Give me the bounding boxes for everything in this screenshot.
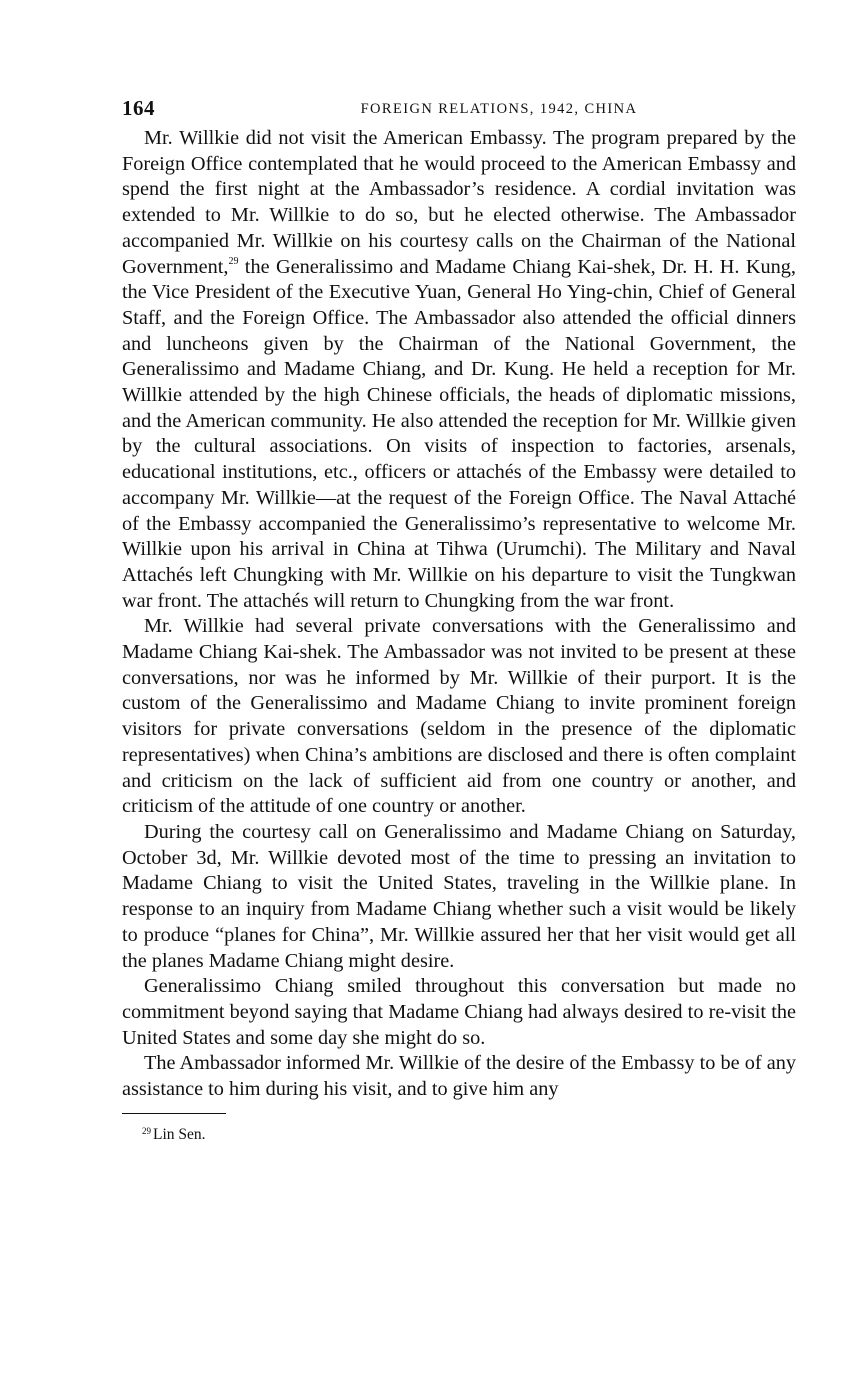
- running-title: FOREIGN RELATIONS, 1942, CHINA: [360, 101, 638, 117]
- footnote-text: Lin Sen.: [153, 1125, 206, 1143]
- footnote: [122, 1126, 796, 1144]
- footnote-reference: 29: [228, 255, 239, 267]
- page-header: [122, 92, 796, 126]
- body-text: [122, 126, 796, 1103]
- footnote-number: 29: [142, 1125, 151, 1136]
- paragraph: [122, 126, 796, 614]
- paragraph-text: the Generalissimo and Madame Chiang Kai-shek, Dr. H. H. Kung, the Vice President of the Executive Yuan, General Ho Ying-chin, Chief of General Staff, and the Foreign Office. The Ambassador also attended the official dinners and luncheons given by the Chairman of the National Government, the Generalissimo and Madame Chiang, and Dr. Kung. He held a reception for Mr. Willkie attended by the high Chinese officials, the heads of diplomatic missions, and the American community. He also attended the reception for Mr. Willkie given by the cultural associations. On visits of inspection to factories, arsenals, educational institutions, etc., officers or attachés of the Embassy were detailed to accompany Mr. Willkie—at the request of the Foreign Office. The Naval Attaché of the Embassy accompanied the Generalissimo’s representative to welcome Mr. Willkie upon his arrival in China at Tihwa (Urumchi). The Military and Naval Attachés left Chungking with Mr. Willkie on his departure to visit the Tungkwan war front. The attachés will return to Chungking from the war front.: [122, 255, 796, 612]
- footnote-divider: [122, 1113, 226, 1114]
- paragraph: The Ambassador informed Mr. Willkie of the desire of the Embassy to be of any assistance to him during his visit, and to give him any: [122, 1052, 796, 1101]
- page-number: 164: [122, 96, 155, 120]
- document-page: [122, 92, 796, 1144]
- paragraph: Generalissimo Chiang smiled throughout this conversation but made no commitment beyond saying that Madame Chiang had always desired to re-visit the United States and some day she might do so.: [122, 975, 796, 1049]
- paragraph: During the courtesy call on Generalissimo and Madame Chiang on Saturday, October 3d, Mr. Willkie devoted most of the time to pressing an invitation to Madame Chiang to visit the United States, traveling in the Willkie plane. In response to an inquiry from Madame Chiang whether such a visit would be likely to produce “planes for China”, Mr. Willkie assured her that her visit would get all the planes Madame Chiang might desire.: [122, 820, 796, 972]
- paragraph-text: Mr. Willkie did not visit the American Embassy. The program prepared by the Foreign Office contemplated that he would proceed to the American Embassy and spend the first night at the Ambassador’s residence. A cordial invitation was extended to Mr. Willkie to do so, but he elected otherwise. The Ambassador accompanied Mr. Willkie on his courtesy calls on the Chairman of the National Government,: [122, 127, 796, 278]
- paragraph: Mr. Willkie had several private conversations with the Generalissimo and Madame Chiang Kai-shek. The Ambassador was not invited to be present at these conversations, nor was he informed by Mr. Willkie of their purport. It is the custom of the Generalissimo and Madame Chiang to invite prominent foreign visitors for private conversations (seldom in the presence of the diplomatic representatives) when China’s ambitions are disclosed and there is often complaint and criticism on the lack of sufficient aid from one country or another, and criticism of the attitude of one country or another.: [122, 615, 796, 818]
